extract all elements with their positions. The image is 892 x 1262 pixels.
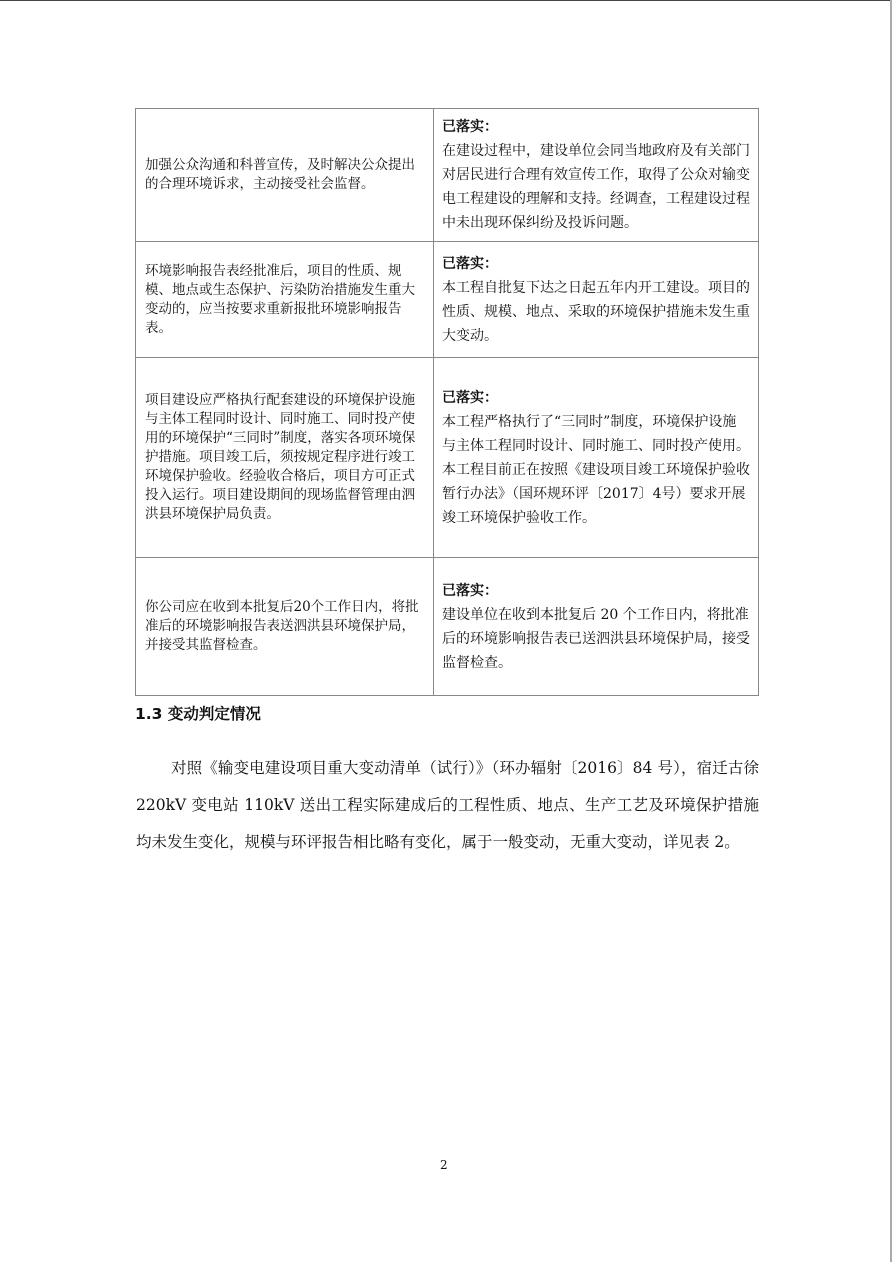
status-label: 已落实：: [442, 582, 498, 599]
requirement-cell: 项目建设应严格执行配套建设的环境保护设施与主体工程同时设计、同时施工、同时投产使用的环境保护“三同时”制度，落实各项环境保护措施。项目竣工后，须按规定程序进行竣工环境保护验收。经验收合格后，项目方可正式投入运行。项目建设期间的现场监督管理由泗洪县环境保护局负责。: [136, 358, 434, 558]
page-number: 2: [440, 1158, 448, 1172]
approval-implementation-table: [135, 108, 759, 696]
body-paragraph: 对照《输变电建设项目重大变动清单（试行）》（环办辐射〔2016〕84 号），宿迁古徐 220kV 变电站 110kV 送出工程实际建成后的工程性质、地点、生产工艺及环境保护措施均未发生变化，规模与环评报告相比略有变化，属于一般变动，无重大变动，详见表 2。: [136, 758, 759, 851]
result-cell: [434, 558, 759, 696]
status-label: 已落实：: [442, 389, 498, 406]
result-cell: [434, 109, 759, 242]
result-cell: [434, 358, 759, 558]
status-label: 已落实：: [442, 119, 498, 135]
requirement-cell: 环境影响报告表经批准后，项目的性质、规模、地点或生态保护、污染防治措施发生重大变动的，应当按要求重新报批环境影响报告表。: [136, 242, 434, 358]
result-text: 在建设过程中，建设单位会同当地政府及有关部门对居民进行合理有效宣传工作，取得了公众对输变电工程建设的理解和支持。经调查，工程建设过程中未出现环保纠纷及投诉问题。: [442, 143, 750, 231]
result-text: 本工程自批复下达之日起五年内开工建设。项目的性质、规模、地点、采取的环境保护措施未发生重大变动。: [442, 279, 750, 344]
section-heading: 1.3 变动判定情况: [135, 705, 261, 723]
result-text: 本工程严格执行了“三同时”制度，环境保护设施与主体工程同时设计、同时施工、同时投产使用。本工程目前正在按照《建设项目竣工环境保护验收暂行办法》（国环规环评〔2017〕4号）要求开展竣工环境保护验收工作。: [442, 413, 750, 526]
table-row: [136, 109, 759, 242]
top-border: [0, 0, 892, 1]
table-row: [136, 242, 759, 358]
result-cell: [434, 242, 759, 358]
status-label: 已落实：: [442, 255, 498, 272]
result-text: 建设单位在收到本批复后 20 个工作日内，将批准后的环境影响报告表已送泗洪县环境保护局，接受监督检查。: [442, 606, 750, 671]
table-row: [136, 558, 759, 696]
requirement-cell: 加强公众沟通和科普宣传，及时解决公众提出的合理环境诉求，主动接受社会监督。: [136, 109, 434, 242]
requirement-cell: 你公司应在收到本批复后20个工作日内，将批准后的环境影响报告表送泗洪县环境保护局，并接受其监督检查。: [136, 558, 434, 696]
table-row: [136, 358, 759, 558]
